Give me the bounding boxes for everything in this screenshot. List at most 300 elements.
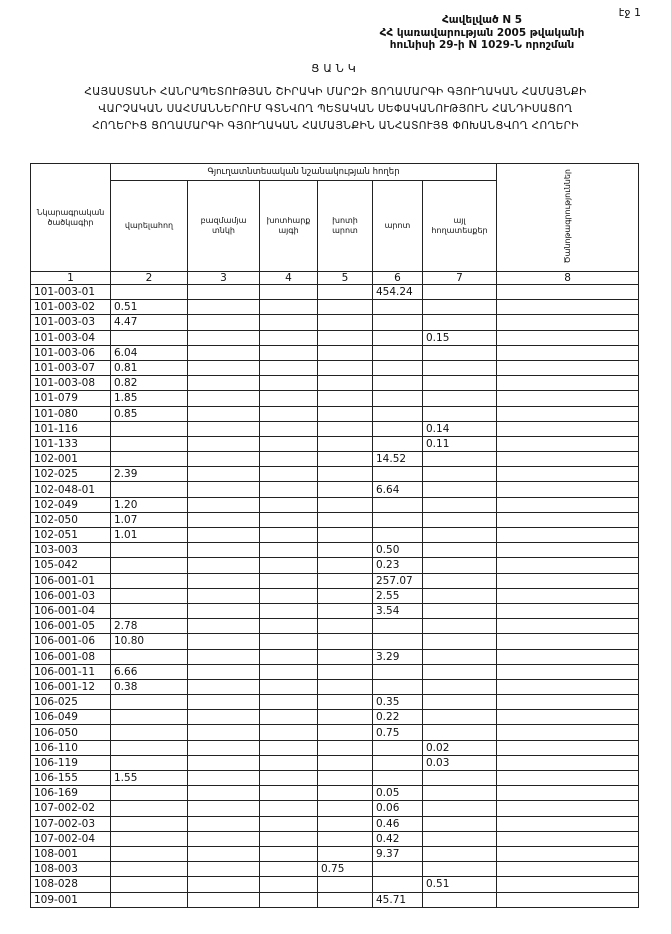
table-row	[31, 816, 639, 831]
table-row	[31, 801, 639, 816]
row-value-c6	[373, 345, 423, 360]
row-code: 102-051	[31, 528, 111, 543]
row-code: 106-001-12	[31, 679, 111, 694]
row-value-c5	[318, 467, 373, 482]
row-value-c8	[497, 710, 639, 725]
row-code: 106-001-11	[31, 664, 111, 679]
row-value-c3	[188, 512, 260, 527]
column-number-row	[31, 272, 639, 285]
column-number: 5	[318, 272, 373, 285]
row-value-c7	[423, 391, 497, 406]
row-value-c4	[260, 634, 318, 649]
row-value-c6	[373, 421, 423, 436]
row-value-c3	[188, 467, 260, 482]
header-pasture: խոտի արոտ	[318, 181, 373, 272]
row-code: 101-003-01	[31, 285, 111, 300]
table-row	[31, 436, 639, 451]
row-value-c7	[423, 695, 497, 710]
row-value-c2	[111, 558, 188, 573]
row-value-c7	[423, 862, 497, 877]
row-code: 107-002-04	[31, 831, 111, 846]
row-value-c2	[111, 421, 188, 436]
row-value-c2	[111, 436, 188, 451]
row-value-c8	[497, 725, 639, 740]
row-value-c7	[423, 482, 497, 497]
row-value-c8	[497, 695, 639, 710]
row-value-c5	[318, 391, 373, 406]
header-note-label: Ծանոթագրություններ	[562, 168, 572, 264]
row-value-c5	[318, 710, 373, 725]
table-row	[31, 846, 639, 861]
row-code: 101-003-08	[31, 376, 111, 391]
row-value-c7	[423, 649, 497, 664]
row-value-c2	[111, 816, 188, 831]
row-value-c6: 9.37	[373, 846, 423, 861]
row-code: 108-028	[31, 877, 111, 892]
row-value-c7	[423, 376, 497, 391]
row-value-c3	[188, 892, 260, 907]
row-value-c4	[260, 740, 318, 755]
row-value-c8	[497, 421, 639, 436]
row-value-c5	[318, 634, 373, 649]
row-value-c2	[111, 740, 188, 755]
row-value-c4	[260, 482, 318, 497]
row-value-c3	[188, 710, 260, 725]
row-code: 101-003-07	[31, 360, 111, 375]
column-number: 3	[188, 272, 260, 285]
row-value-c4	[260, 421, 318, 436]
row-value-c5	[318, 421, 373, 436]
column-number: 4	[260, 272, 318, 285]
row-value-c2	[111, 710, 188, 725]
row-value-c7	[423, 603, 497, 618]
row-code: 101-003-06	[31, 345, 111, 360]
table-row	[31, 695, 639, 710]
row-value-c3	[188, 877, 260, 892]
row-value-c6: 6.64	[373, 482, 423, 497]
row-value-c2	[111, 695, 188, 710]
row-value-c8	[497, 664, 639, 679]
row-value-c7	[423, 710, 497, 725]
row-value-c3	[188, 573, 260, 588]
row-value-c2	[111, 603, 188, 618]
row-code: 102-050	[31, 512, 111, 527]
row-value-c5	[318, 816, 373, 831]
header-perennial: բազմամյա տնկի	[188, 181, 260, 272]
row-value-c6	[373, 740, 423, 755]
row-value-c7	[423, 543, 497, 558]
row-value-c3	[188, 330, 260, 345]
row-value-c5	[318, 497, 373, 512]
row-value-c8	[497, 619, 639, 634]
row-value-c7	[423, 831, 497, 846]
row-value-c4	[260, 300, 318, 315]
row-value-c3	[188, 740, 260, 755]
row-value-c8	[497, 801, 639, 816]
row-value-c6	[373, 300, 423, 315]
row-value-c7: 0.14	[423, 421, 497, 436]
row-code: 106-049	[31, 710, 111, 725]
table-row	[31, 543, 639, 558]
row-value-c5	[318, 588, 373, 603]
row-code: 106-001-06	[31, 634, 111, 649]
table-row	[31, 725, 639, 740]
table-row	[31, 300, 639, 315]
row-value-c5	[318, 315, 373, 330]
row-value-c7	[423, 634, 497, 649]
row-value-c2	[111, 588, 188, 603]
row-value-c2: 4.47	[111, 315, 188, 330]
table-row	[31, 877, 639, 892]
row-value-c5	[318, 801, 373, 816]
row-value-c3	[188, 345, 260, 360]
row-value-c3	[188, 755, 260, 770]
table-row	[31, 679, 639, 694]
row-value-c7	[423, 619, 497, 634]
table-row	[31, 649, 639, 664]
row-value-c7	[423, 846, 497, 861]
row-value-c4	[260, 512, 318, 527]
row-value-c3	[188, 725, 260, 740]
row-value-c2	[111, 452, 188, 467]
row-value-c5	[318, 679, 373, 694]
row-value-c7	[423, 528, 497, 543]
row-value-c4	[260, 558, 318, 573]
column-number: 6	[373, 272, 423, 285]
header-code: Նկարագրական ծածկագիր	[31, 164, 111, 272]
row-code: 102-049	[31, 497, 111, 512]
row-value-c2: 0.81	[111, 360, 188, 375]
table-row	[31, 421, 639, 436]
row-value-c8	[497, 786, 639, 801]
row-value-c2: 1.20	[111, 497, 188, 512]
row-value-c7	[423, 285, 497, 300]
row-value-c2: 2.39	[111, 467, 188, 482]
row-value-c4	[260, 360, 318, 375]
row-value-c4	[260, 725, 318, 740]
row-value-c4	[260, 406, 318, 421]
row-value-c3	[188, 862, 260, 877]
row-value-c6	[373, 391, 423, 406]
table-row	[31, 634, 639, 649]
row-value-c8	[497, 771, 639, 786]
row-code: 101-079	[31, 391, 111, 406]
row-value-c2: 0.51	[111, 300, 188, 315]
table-row	[31, 619, 639, 634]
row-value-c3	[188, 603, 260, 618]
row-value-c8	[497, 573, 639, 588]
row-value-c2: 1.85	[111, 391, 188, 406]
row-value-c6	[373, 755, 423, 770]
row-value-c3	[188, 391, 260, 406]
row-value-c7	[423, 725, 497, 740]
row-code: 101-080	[31, 406, 111, 421]
row-value-c2	[111, 862, 188, 877]
row-value-c6: 0.42	[373, 831, 423, 846]
row-value-c5	[318, 543, 373, 558]
column-number: 2	[111, 272, 188, 285]
row-value-c2: 0.38	[111, 679, 188, 694]
row-value-c3	[188, 831, 260, 846]
row-value-c8	[497, 816, 639, 831]
row-value-c8	[497, 391, 639, 406]
column-number: 1	[31, 272, 111, 285]
row-value-c5	[318, 725, 373, 740]
row-value-c8	[497, 376, 639, 391]
row-value-c6	[373, 497, 423, 512]
row-value-c4	[260, 603, 318, 618]
row-value-c2	[111, 755, 188, 770]
row-value-c6: 454.24	[373, 285, 423, 300]
row-value-c7: 0.03	[423, 755, 497, 770]
row-value-c3	[188, 497, 260, 512]
row-value-c7: 0.11	[423, 436, 497, 451]
row-value-c8	[497, 467, 639, 482]
row-value-c6: 2.55	[373, 588, 423, 603]
row-value-c4	[260, 892, 318, 907]
row-value-c7	[423, 467, 497, 482]
row-value-c8	[497, 452, 639, 467]
row-value-c8	[497, 755, 639, 770]
table-row	[31, 862, 639, 877]
row-value-c6: 14.52	[373, 452, 423, 467]
row-value-c3	[188, 801, 260, 816]
row-value-c2	[111, 285, 188, 300]
row-value-c5	[318, 558, 373, 573]
row-value-c4	[260, 543, 318, 558]
table-row	[31, 345, 639, 360]
row-value-c2	[111, 786, 188, 801]
row-value-c8	[497, 300, 639, 315]
row-value-c8	[497, 436, 639, 451]
row-value-c4	[260, 816, 318, 831]
annex-decision-date: հունիսի 29-ի N 1029-Ն որոշման	[389, 39, 575, 51]
row-value-c7: 0.02	[423, 740, 497, 755]
table-row	[31, 406, 639, 421]
row-value-c5	[318, 892, 373, 907]
row-value-c3	[188, 649, 260, 664]
row-value-c5	[318, 786, 373, 801]
table-row	[31, 376, 639, 391]
table-row	[31, 315, 639, 330]
row-value-c6	[373, 512, 423, 527]
row-code: 109-001	[31, 892, 111, 907]
row-code: 106-119	[31, 755, 111, 770]
row-value-c2	[111, 573, 188, 588]
row-code: 101-133	[31, 436, 111, 451]
row-code: 101-003-02	[31, 300, 111, 315]
annex-reference	[357, 14, 607, 52]
row-value-c5	[318, 755, 373, 770]
row-value-c7	[423, 315, 497, 330]
row-value-c3	[188, 771, 260, 786]
table-row	[31, 391, 639, 406]
row-value-c7	[423, 452, 497, 467]
row-value-c7	[423, 497, 497, 512]
row-value-c7	[423, 300, 497, 315]
row-value-c4	[260, 801, 318, 816]
row-value-c4	[260, 285, 318, 300]
row-value-c8	[497, 315, 639, 330]
row-value-c6	[373, 771, 423, 786]
row-value-c3	[188, 421, 260, 436]
row-value-c8	[497, 558, 639, 573]
row-value-c6	[373, 679, 423, 694]
row-value-c8	[497, 360, 639, 375]
row-value-c6	[373, 406, 423, 421]
row-value-c8	[497, 543, 639, 558]
row-value-c3	[188, 786, 260, 801]
row-value-c4	[260, 649, 318, 664]
row-value-c2: 2.78	[111, 619, 188, 634]
row-value-c7	[423, 573, 497, 588]
row-value-c5	[318, 285, 373, 300]
row-value-c2	[111, 877, 188, 892]
row-value-c2	[111, 831, 188, 846]
row-value-c3	[188, 528, 260, 543]
header-group-agricultural: Գյուղատնտեսական նշանակության հողեր	[111, 164, 497, 181]
row-value-c7	[423, 801, 497, 816]
row-value-c3	[188, 846, 260, 861]
row-value-c4	[260, 862, 318, 877]
row-value-c5	[318, 436, 373, 451]
row-value-c5	[318, 300, 373, 315]
row-value-c7	[423, 786, 497, 801]
document-heading	[20, 84, 651, 135]
row-value-c3	[188, 376, 260, 391]
row-code: 102-001	[31, 452, 111, 467]
table-row	[31, 892, 639, 907]
row-code: 102-025	[31, 467, 111, 482]
row-value-c8	[497, 285, 639, 300]
row-value-c8	[497, 634, 639, 649]
row-value-c5	[318, 482, 373, 497]
row-value-c6: 0.75	[373, 725, 423, 740]
row-value-c2	[111, 543, 188, 558]
row-value-c5	[318, 695, 373, 710]
row-value-c7	[423, 512, 497, 527]
row-value-c6: 0.05	[373, 786, 423, 801]
document-title: ՑԱՆԿ	[311, 62, 360, 75]
row-value-c8	[497, 406, 639, 421]
row-value-c4	[260, 315, 318, 330]
row-code: 108-003	[31, 862, 111, 877]
row-value-c6	[373, 467, 423, 482]
table-row	[31, 360, 639, 375]
table-row	[31, 573, 639, 588]
table-row	[31, 467, 639, 482]
row-value-c3	[188, 315, 260, 330]
table-row	[31, 740, 639, 755]
annex-number: Հավելված N 5	[441, 14, 523, 26]
table-row	[31, 755, 639, 770]
row-value-c4	[260, 771, 318, 786]
table-row	[31, 512, 639, 527]
row-value-c3	[188, 543, 260, 558]
row-code: 101-003-04	[31, 330, 111, 345]
row-value-c2: 6.66	[111, 664, 188, 679]
table-row	[31, 710, 639, 725]
land-table	[30, 163, 639, 908]
row-value-c6	[373, 436, 423, 451]
row-value-c5	[318, 512, 373, 527]
row-value-c8	[497, 497, 639, 512]
table-row	[31, 482, 639, 497]
row-value-c6: 0.50	[373, 543, 423, 558]
row-value-c4	[260, 528, 318, 543]
row-value-c5	[318, 664, 373, 679]
row-value-c3	[188, 436, 260, 451]
row-value-c6: 0.22	[373, 710, 423, 725]
row-value-c4	[260, 619, 318, 634]
row-value-c4	[260, 391, 318, 406]
row-value-c8	[497, 649, 639, 664]
row-value-c5	[318, 528, 373, 543]
row-value-c6	[373, 619, 423, 634]
row-value-c3	[188, 452, 260, 467]
row-value-c6	[373, 360, 423, 375]
row-value-c7	[423, 771, 497, 786]
table-row	[31, 831, 639, 846]
annex-decision-line: ՀՀ կառավարության 2005 թվականի	[379, 26, 585, 39]
row-code: 106-110	[31, 740, 111, 755]
row-value-c5	[318, 330, 373, 345]
row-value-c4	[260, 786, 318, 801]
table-body	[31, 285, 639, 908]
row-value-c5	[318, 831, 373, 846]
row-value-c5	[318, 345, 373, 360]
row-code: 106-050	[31, 725, 111, 740]
row-value-c5	[318, 649, 373, 664]
row-value-c5	[318, 573, 373, 588]
row-value-c6	[373, 315, 423, 330]
row-value-c2: 6.04	[111, 345, 188, 360]
row-value-c2: 0.82	[111, 376, 188, 391]
row-value-c6: 0.35	[373, 695, 423, 710]
row-value-c3	[188, 558, 260, 573]
row-code: 102-048-01	[31, 482, 111, 497]
row-value-c3	[188, 634, 260, 649]
row-value-c5	[318, 846, 373, 861]
row-value-c3	[188, 360, 260, 375]
row-value-c4	[260, 664, 318, 679]
row-value-c2	[111, 330, 188, 345]
header-note	[497, 164, 639, 272]
column-number: 8	[497, 272, 639, 285]
row-value-c8	[497, 877, 639, 892]
row-value-c6	[373, 862, 423, 877]
heading-line-1: ՀԱՅԱՍՏԱՆԻ ՀԱՆՐԱՊԵՏՈՒԹՅԱՆ ՇԻՐԱԿԻ ՄԱՐԶԻ ՑՈՂԱՄԱՐԳԻ ԳՅՈՒՂԱԿԱՆ ՀԱՄԱՅՆՔԻ	[84, 86, 587, 98]
row-value-c5: 0.75	[318, 862, 373, 877]
row-code: 106-025	[31, 695, 111, 710]
row-value-c3	[188, 679, 260, 694]
table-row	[31, 497, 639, 512]
row-value-c4	[260, 846, 318, 861]
row-value-c7	[423, 679, 497, 694]
row-value-c4	[260, 588, 318, 603]
row-value-c8	[497, 588, 639, 603]
row-value-c5	[318, 452, 373, 467]
row-value-c8	[497, 846, 639, 861]
row-value-c6	[373, 664, 423, 679]
row-value-c3	[188, 285, 260, 300]
row-value-c6	[373, 330, 423, 345]
row-value-c8	[497, 528, 639, 543]
row-value-c4	[260, 877, 318, 892]
row-code: 106-001-01	[31, 573, 111, 588]
table-row	[31, 528, 639, 543]
row-value-c6: 257.07	[373, 573, 423, 588]
